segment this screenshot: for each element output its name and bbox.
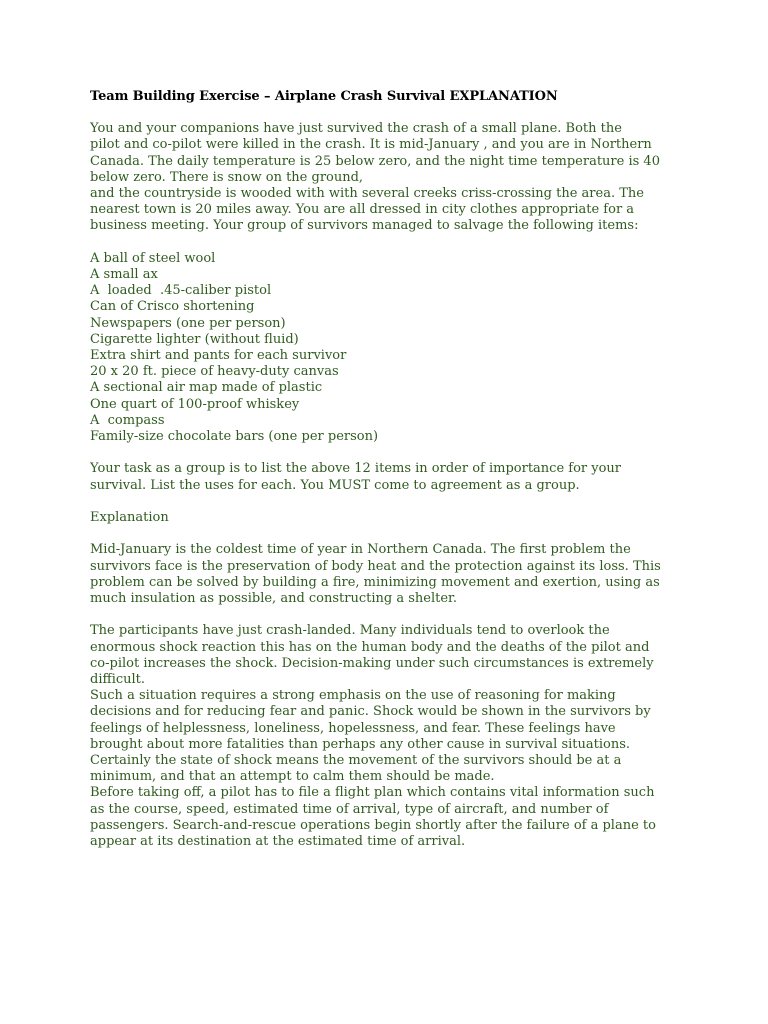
list-item: 20 x 20 ft. piece of heavy-duty canvas [90,364,339,380]
list-item: Cigarette lighter (without fluid) [90,331,299,347]
explanation-paragraph-2: The participants have just crash-landed. Many individuals tend to overlook the enormous shock reaction this has on the human body and the deaths of the pilot and co-pilot increases the shock. Decision-making under such circumstances is extremely difficult. [90,623,654,688]
explanation-heading: Explanation [90,510,169,526]
document-page [90,89,690,850]
list-item: One quart of 100-proof whiskey [90,396,300,412]
explanation-paragraph-4: Before taking off, a pilot has to file a flight plan which contains vital information such as the course, speed, estimated time of arrival, type of aircraft, and number of passengers. Search-and-rescue operations begin shortly after the failure of a plane to appear at its destination at the estimated time of arrival. [90,785,656,850]
list-item: A ball of steel wool [90,250,216,266]
salvaged-items-list [90,251,690,445]
list-item: Newspapers (one per person) [90,315,286,331]
list-item: Can of Crisco shortening [90,299,255,315]
list-item: Extra shirt and pants for each survivor [90,348,347,364]
spacer [90,526,690,542]
spacer [90,445,690,461]
list-item: A loaded .45-caliber pistol [90,283,272,299]
list-item: A sectional air map made of plastic [90,380,323,396]
explanation-paragraph-3: Such a situation requires a strong emphasis on the use of reasoning for making decisions and for reducing fear and panic. Shock would be shown in the survivors by feelings of helplessness, loneliness, hopelessness, and fear. These feelings have brought about more fatalities than perhaps any other cause in survival situations. Certainly the state of shock means the movement of the survivors should be at a minimum, and that an attempt to calm them should be made. [90,688,651,785]
document-title: Team Building Exercise – Airplane Crash Survival EXPLANATION [90,89,558,104]
intro-paragraph: You and your companions have just survived the crash of a small plane. Both the pilot and co-pilot were killed in the crash. It is mid-January , and you are in Northern Canada. The daily temperature is 25 below zero, and the night time temperature is 40 below zero. There is snow on the ground, and the countryside is wooded with with several creeks criss-crossing the area. The nearest town is 20 miles away. You are all dressed in city clothes appropriate for a business meeting. Your group of survivors managed to salvage the following items: [90,121,660,234]
list-item: Family-size chocolate bars (one per person) [90,429,379,445]
task-paragraph: Your task as a group is to list the above 12 items in order of importance for your survival. List the uses for each. You MUST come to agreement as a group. [90,461,622,493]
list-item: A compass [90,412,165,428]
spacer [90,494,690,510]
spacer [90,607,690,623]
spacer [90,235,690,251]
list-item: A small ax [90,267,158,283]
explanation-paragraph-1: Mid-January is the coldest time of year in Northern Canada. The first problem the survivors face is the preservation of body heat and the protection against its loss. This problem can be solved by building a fire, minimizing movement and exertion, using as much insulation as possible, and constructing a shelter. [90,542,661,607]
